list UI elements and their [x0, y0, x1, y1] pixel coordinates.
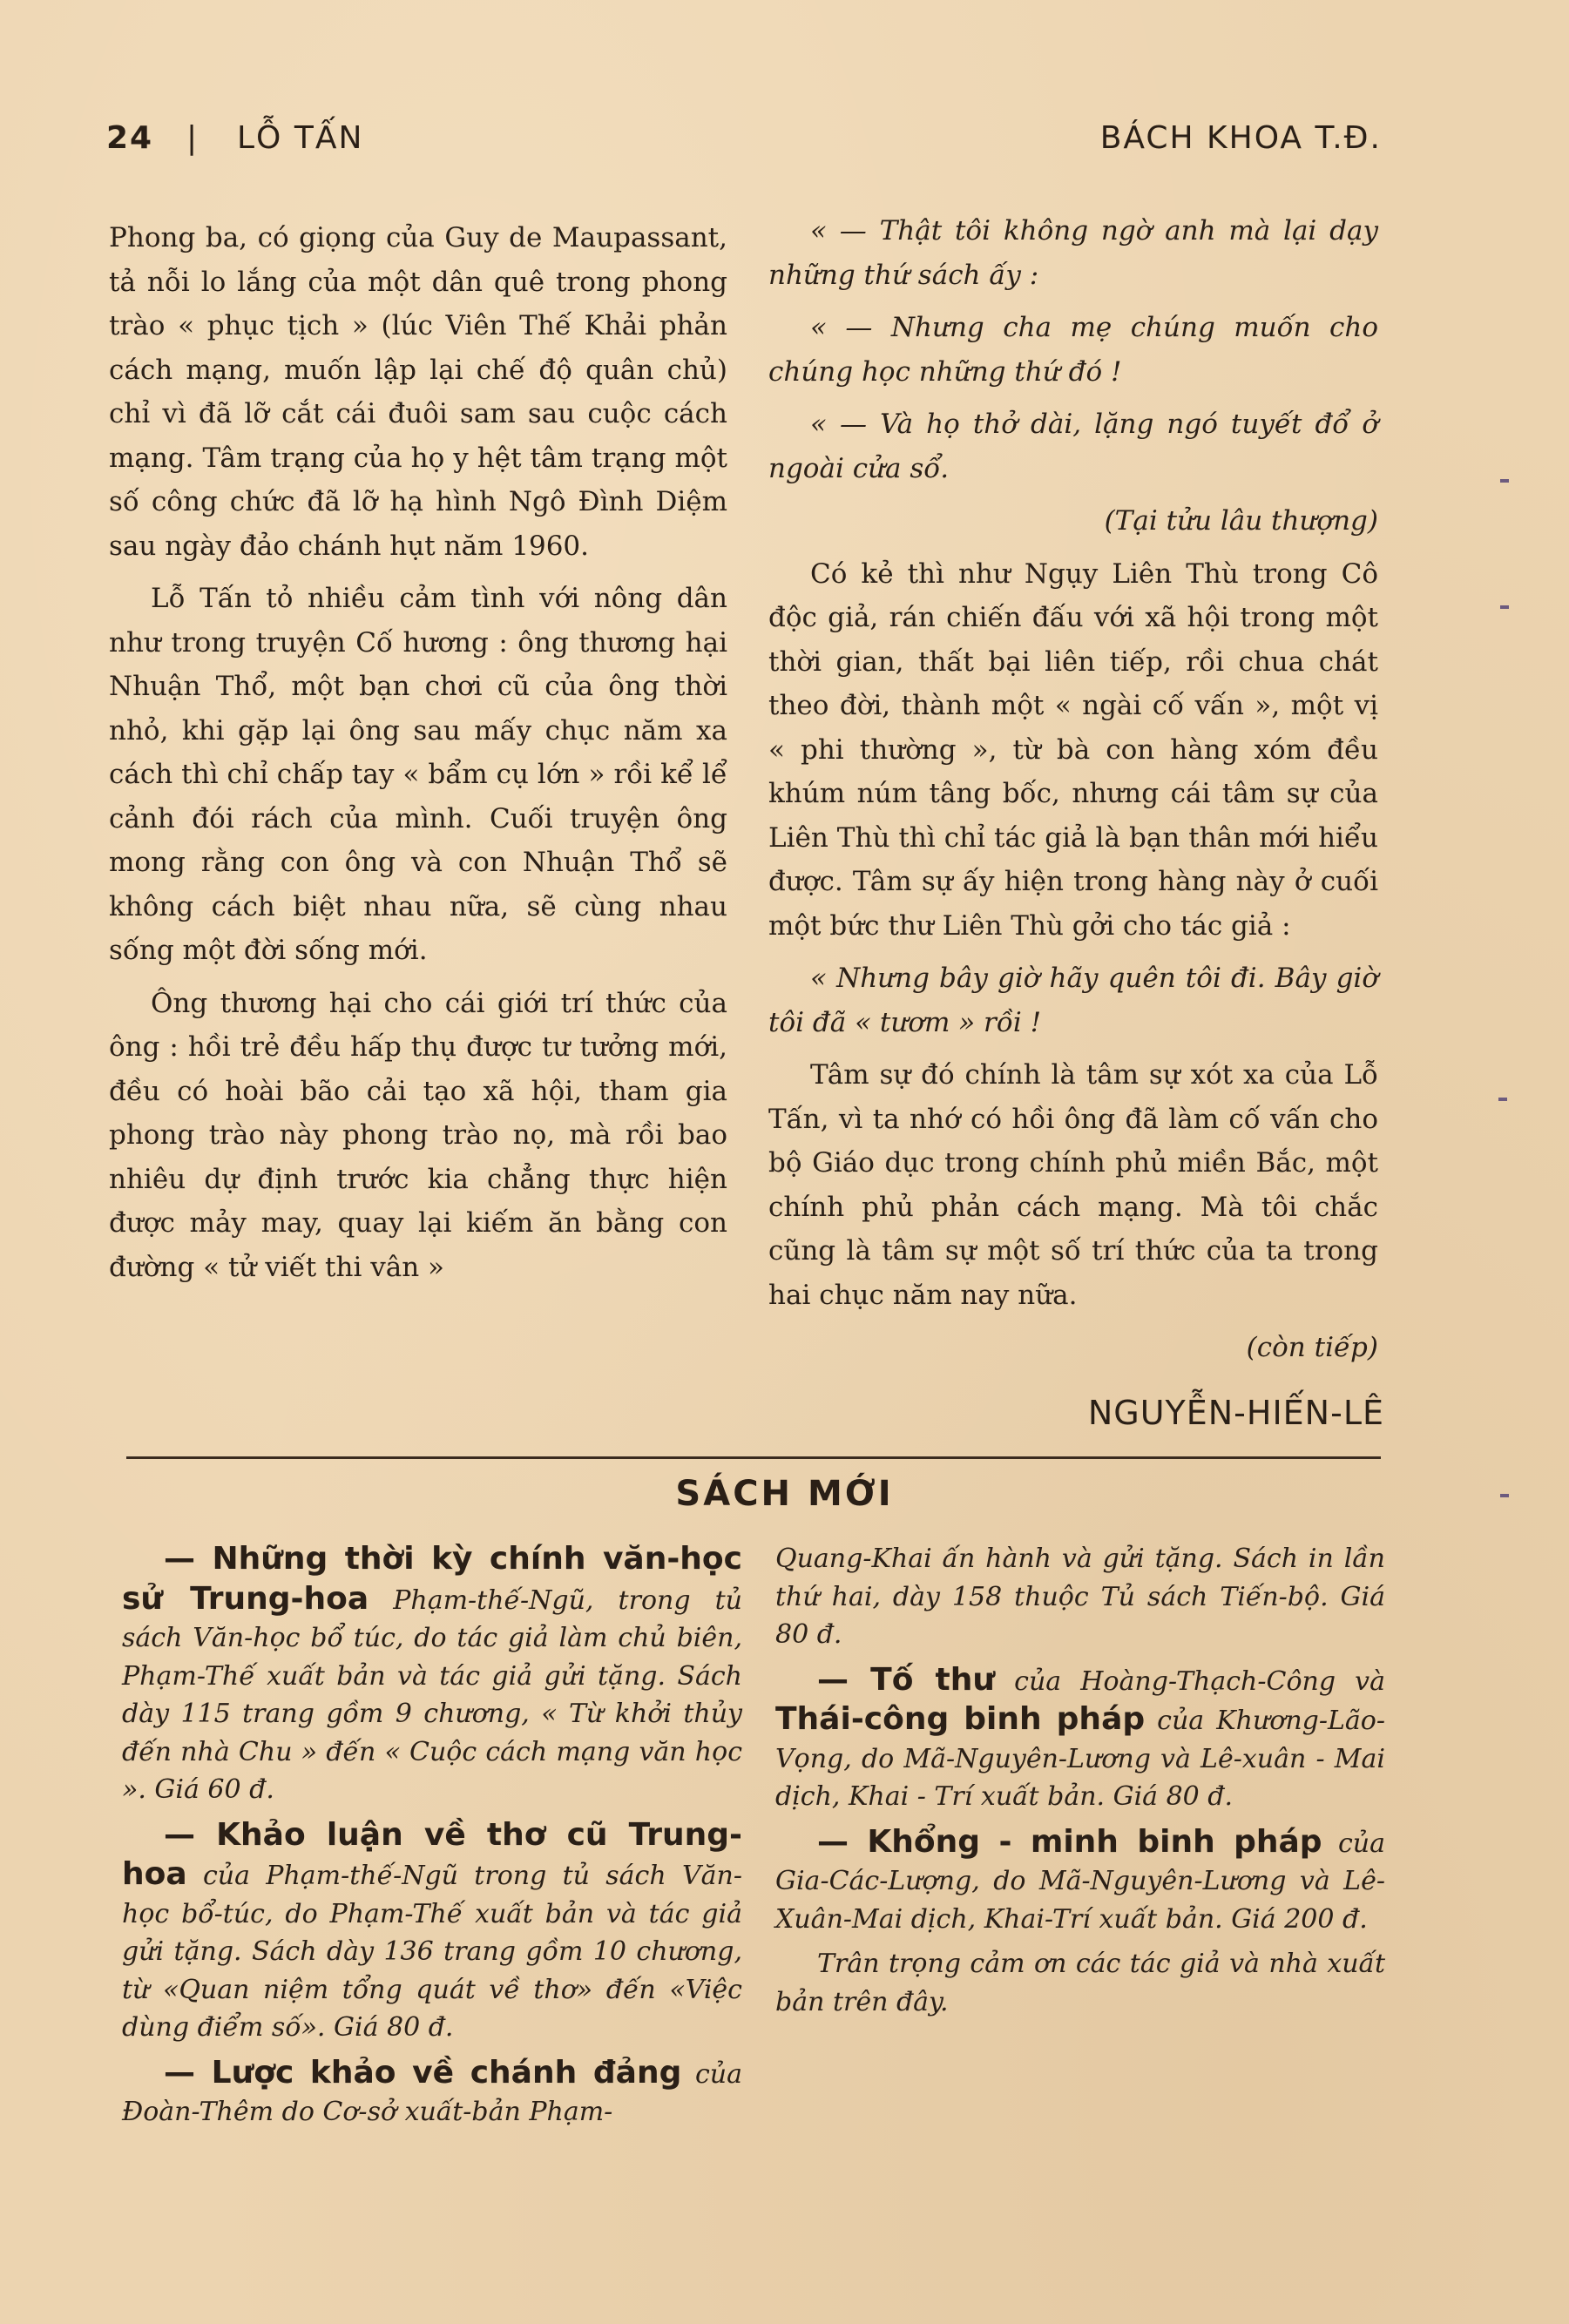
paragraph: Có kẻ thì như Ngụy Liên Thù trong Cô độc giả, rán chiến đấu với xã hội trong một thời gian, thất bại liên tiếp, rồi chua chát theo đời, thành một « ngài cố vấn », một vị « phi thường », từ bà con hàng xóm đều khúm núm tâng bốc, nhưng cái tâm sự của Liên Thù thì chỉ tác giả là bạn thân mới hiểu được. Tâm sự ấy hiện trong hàng này ở cuối một bức thư Liên Thù gởi cho tác giả :	[768, 557, 1378, 942]
quote: « Nhưng bây giờ hãy quên tôi đi. Bây giờ tôi đã « tươm » rồi !	[768, 963, 1378, 1038]
margin-mark	[1498, 1098, 1507, 1101]
margin-mark	[1500, 1494, 1509, 1497]
books-column-left	[122, 1540, 742, 2138]
book-description: của Hoàng-Thạch-Công và	[995, 1665, 1386, 1697]
book-description: của Phạm-thế-Ngũ trong tủ sách Văn-học bổ-túc, do Phạm-Thế xuất bản và tác giả gửi tặng. Sách dày 136 trang gồm 10 chương, từ «Quan niệm tổng quát về thơ» đến «Việc dùng điểm số». Giá 80 đ.	[122, 1861, 742, 2043]
book-entry	[122, 1816, 742, 2047]
quote: « — Và họ thở dài, lặng ngó tuyết đổ ở ngoài cửa sổ.	[768, 409, 1378, 484]
book-title: — Khổng - minh binh pháp	[817, 1823, 1322, 1860]
section-title: SÁCH MỚI	[675, 1474, 894, 1514]
margin-mark	[1500, 479, 1509, 483]
book-title: — Khảo luận về thơ cũ Trung-hoa	[122, 1816, 742, 1892]
quote: « — Thật tôi không ngờ anh mà lại dạy những thứ sách ấy :	[768, 215, 1378, 291]
running-title: LỖ TẤN	[237, 120, 364, 156]
page-number: 24	[106, 120, 154, 156]
book-entry	[775, 1661, 1385, 1816]
book-title: — Lược khảo về chánh đảng	[164, 2054, 682, 2091]
book-description: của Đoàn-Thêm do Cơ-sở xuất-bản Phạm-	[122, 2058, 743, 2127]
book-entry	[775, 1823, 1385, 1939]
paragraph: Ông thương hại cho cái giới trí thức của ông : hồi trẻ đều hấp thụ được tư tưởng mới, đều có hoài bão cải tạo xã hội, tham gia phong trào này phong trào nọ, mà rồi bao nhiêu dự định trước kia chẳng thực hiện được mảy may, quay lại kiếm ăn bằng con đường « tử viết thi vân »	[109, 987, 727, 1283]
header-separator: |	[186, 120, 200, 156]
quote-source: (Tại tửu lâu thượng)	[1104, 505, 1378, 537]
paragraph: Lỗ Tấn tỏ nhiều cảm tình với nông dân như trong truyện Cố hương : ông thương hại Nhuận Thổ, một bạn chơi cũ của ông thời nhỏ, khi gặp lại ông sau mấy chục năm xa cách thì chỉ chấp tay « bẩm cụ lớn » rồi kể lể cảnh đói rách của mình. Cuối truyện ông mong rằng con ông và con Nhuận Thổ sẽ không cách biệt nhau nữa, sẽ cùng nhau sống một đời sống mới.	[109, 583, 727, 966]
book-entry-continued: Quang-Khai ấn hành và gửi tặng. Sách in lần thứ hai, dày 158 thuộc Tủ sách Tiến-bộ. Giá 80 đ.	[775, 1544, 1385, 1650]
book-entry	[122, 1540, 742, 1809]
column-right	[768, 209, 1378, 1379]
book-title: — Tố thư	[817, 1661, 996, 1698]
magazine-title: BÁCH KHOA T.Đ.	[1099, 120, 1382, 156]
column-left	[109, 216, 727, 1298]
paragraph: Phong ba, có giọng của Guy de Maupassant, tả nỗi lo lắng của một dân quê trong phong trào « phục tịch » (lúc Viên Thế Khải phản cách mạng, muốn lập lại chế độ quân chủ) chỉ vì đã lỡ cắt cái đuôi sam sau cuộc cách mạng. Tâm trạng của họ y hệt tâm trạng một số công chức đã lỡ hạ hình Ngô Đình Diệm sau ngày đảo chánh hụt năm 1960.	[109, 222, 727, 562]
book-description: Phạm-thế-Ngũ, trong tủ sách Văn-học bổ túc, do tác giả làm chủ biên, Phạm-Thế xuất bản và tác giả gửi tặng. Sách dày 115 trang gồm 9 chương, « Từ khởi thủy đến nhà Chu » đến « Cuộc cách mạng văn học ». Giá 60 đ.	[122, 1584, 742, 1805]
book-title: Thái-công binh pháp	[775, 1701, 1146, 1737]
paragraph: Tâm sự đó chính là tâm sự xót xa của Lỗ Tấn, vì ta nhớ có hồi ông đã làm cố vấn cho bộ Giáo dục trong chính phủ miền Bắc, một chính phủ phản cách mạng. Mà tôi chắc cũng là tâm sự một số trí thức của ta trong hai chục năm nay nữa.	[768, 1059, 1378, 1311]
margin-mark	[1500, 605, 1509, 609]
section-divider	[126, 1456, 1381, 1459]
book-description: của Gia-Các-Lượng, do Mã-Nguyên-Lương và Lê-Xuân-Mai dịch, Khai-Trí xuất bản. Giá 200 đ.	[775, 1827, 1385, 1935]
page-header	[106, 120, 1382, 172]
book-description: của Khương-Lão-Vọng, do Mã-Nguyên-Lương và Lê-xuân - Mai dịch, Khai - Trí xuất bản. Giá 80 đ.	[775, 1706, 1385, 1812]
acknowledgement: Trân trọng cảm ơn các tác giả và nhà xuất bản trên đây.	[775, 1949, 1385, 2017]
book-title: — Những thời kỳ chính văn-học sử Trung-hoa	[122, 1541, 742, 1617]
book-entry	[122, 2054, 742, 2131]
to-be-continued: (còn tiếp)	[1246, 1332, 1378, 1363]
books-column-right	[775, 1540, 1385, 2028]
quote: « — Nhưng cha mẹ chúng muốn cho chúng học những thứ đó !	[768, 312, 1378, 388]
author-signature: NGUYỄN-HIẾN-LÊ	[1087, 1394, 1384, 1432]
